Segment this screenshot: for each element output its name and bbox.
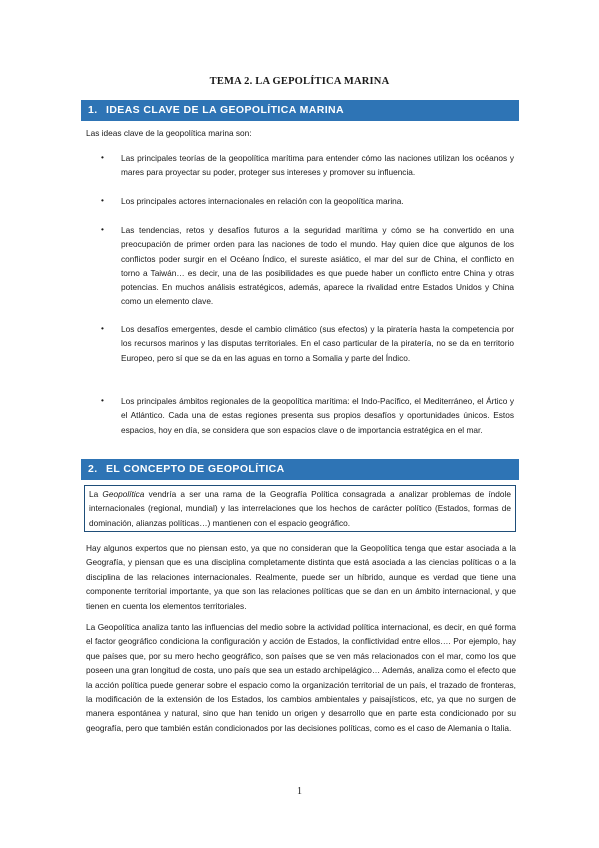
body-paragraph: Hay algunos expertos que no piensan esto, ya que no consideran que la Geopolítica tenga que estar asociada a la Geografía, y piensan que es una disciplina completamente distinta que está asociada a las ciencias políticas o a la disciplina de las relaciones internacionales. Realmente, puede ser un híbrido, aunque es verdad que tiene una componente territorial importante, ya que son las relaciones políticas que se dan en un ámbito internacional, y que tienen en cuenta los elementos territoriales. bbox=[86, 543, 516, 611]
bullet-item: Las tendencias, retos y desafíos futuros a la seguridad marítima y cómo se ha convertido en una preocupación de primer orden para las naciones de todo el mundo. Hay quien dice que algunos de los conflictos poder surgir en el Océano Índico, el sureste asiático, el mar del sur de China, el conflicto en torno a Taiwán… es decir, una de las posibilidades es que puede haber un conflicto entre China y otras potencias. En muchos análisis estratégicos, además, aparece la rivalidad entre Estados Unidos y China como un elemento clave. bbox=[121, 225, 514, 307]
bullet-item: Los principales actores internacionales en relación con la geopolítica marina. bbox=[121, 196, 404, 206]
bullet-item: Las principales teorías de la geopolítica marítima para entender cómo las naciones utilizan los océanos y mares para proyectar su poder, proteger sus intereses y promover su influencia. bbox=[121, 153, 514, 178]
section-heading-concepto bbox=[81, 459, 519, 480]
section-number: 2. bbox=[88, 463, 98, 475]
section-intro: Las ideas clave de la geopolítica marina son: bbox=[86, 128, 252, 138]
bullet-item: Los desafíos emergentes, desde el cambio climático (sus efectos) y la piratería hasta la competencia por los recursos marinos y las disputas territoriales. En el caso particular de la piratería, no se da en territorio Europeo, pero sí que se da en las aguas en torno a Somalia y parte del Índico. bbox=[121, 324, 514, 363]
definition-text: vendría a ser una rama de la Geografía Política consagrada a analizar problemas de índole internacionales (regional, mundial) y las interrelaciones que los hechos de carácter político (Estados, formas de dominación, alianzas políticas…) mantienen con el espacio geográfico. bbox=[89, 489, 511, 528]
document-title: TEMA 2. LA GEPOLÍTICA MARINA bbox=[209, 76, 390, 87]
bullet-marker: • bbox=[101, 195, 104, 205]
bullet-marker: • bbox=[101, 152, 104, 162]
page-number: 1 bbox=[297, 786, 302, 797]
definition-prefix: La bbox=[89, 489, 103, 499]
bullet-marker: • bbox=[101, 323, 104, 333]
section-heading-ideas-clave bbox=[81, 100, 519, 121]
section-number: 1. bbox=[88, 104, 98, 116]
section-title: EL CONCEPTO DE GEOPOLÍTICA bbox=[106, 463, 285, 475]
body-paragraph: La Geopolítica analiza tanto las influencias del medio sobre la actividad política internacional, es decir, en qué forma el factor geográfico condiciona la configuración y acción de Estados, la conflictividad entre ellos…. Por ejemplo, hay que países que, por su mero hecho geográfico, son países que se ven más relacionados con el mar, como los que poseen una gran longitud de costa, uno país que sea un estado archipelágico… Además, analiza como el efecto que la acción política puede generar sobre el espacio como la organización territorial de un país, el trazado de fronteras, la modificación de la extensión de los Estados, los cambios ambientales y paisajísticos, etc, ya que no surgen de manera espontánea y natural, sino que han tenido un origen y desarrollo que en parte esta condicionado por su geografía, pero que también están condicionados por las decisiones políticas, como es el caso de Alemania o Italia. bbox=[86, 622, 516, 733]
bullet-marker: • bbox=[101, 395, 104, 405]
section-title: IDEAS CLAVE DE LA GEOPOLÍTICA MARINA bbox=[106, 104, 345, 116]
bullet-marker: • bbox=[101, 224, 104, 234]
definition-term: Geopolítica bbox=[102, 489, 145, 499]
definition-box bbox=[84, 485, 516, 532]
bullet-item: Los principales ámbitos regionales de la geopolítica marítima: el Indo-Pacífico, el Mediterráneo, el Ártico y el Atlántico. Cada una de estas regiones presenta sus propios desafíos y oportunidades únicos. Estos espacios, hoy en día, se considera que son espacios clave o de importancia estratégica en el mar. bbox=[121, 396, 514, 435]
